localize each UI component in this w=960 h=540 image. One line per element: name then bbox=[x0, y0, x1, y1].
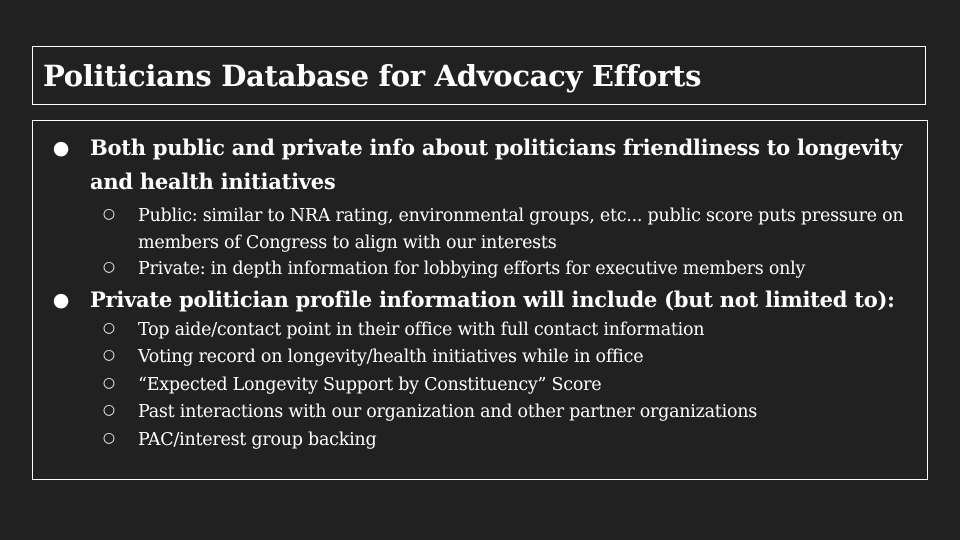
sub-bullet-text: Past interactions with our organization and other partner organizations bbox=[138, 402, 757, 422]
sub-bullet-text: Public: similar to NRA rating, environmental groups, etc... public score puts pressure on members of Congress to align with our interests bbox=[138, 206, 904, 253]
sub-bullet-marker: ○ bbox=[102, 402, 116, 418]
sub-bullet-marker: ○ bbox=[102, 259, 116, 275]
sub-bullet-text: Top aide/contact point in their office with full contact information bbox=[138, 320, 705, 340]
sub-bullet-marker: ○ bbox=[102, 320, 116, 336]
bullet-text: Private politician profile information will include (but not limited to): bbox=[90, 287, 895, 312]
sub-bullet-marker: ○ bbox=[102, 206, 116, 222]
bullet-marker: ● bbox=[52, 137, 70, 159]
sub-bullet-text: PAC/interest group backing bbox=[138, 430, 377, 450]
title-box bbox=[32, 46, 926, 105]
sub-bullet-marker: ○ bbox=[102, 347, 116, 363]
sub-bullet-marker: ○ bbox=[102, 430, 116, 446]
sub-bullet-marker: ○ bbox=[102, 375, 116, 391]
bullet-marker: ● bbox=[52, 289, 70, 311]
sub-bullet-text: Voting record on longevity/health initiatives while in office bbox=[138, 347, 644, 367]
sub-bullet-text: Private: in depth information for lobbying efforts for executive members only bbox=[138, 259, 806, 279]
slide-title: Politicians Database for Advocacy Efforts bbox=[43, 58, 702, 93]
bullet-text: Both public and private info about politicians friendliness to longevity and health initiatives bbox=[90, 135, 903, 194]
sub-bullet-text: “Expected Longevity Support by Constituency” Score bbox=[138, 375, 602, 395]
content-box bbox=[32, 120, 928, 480]
